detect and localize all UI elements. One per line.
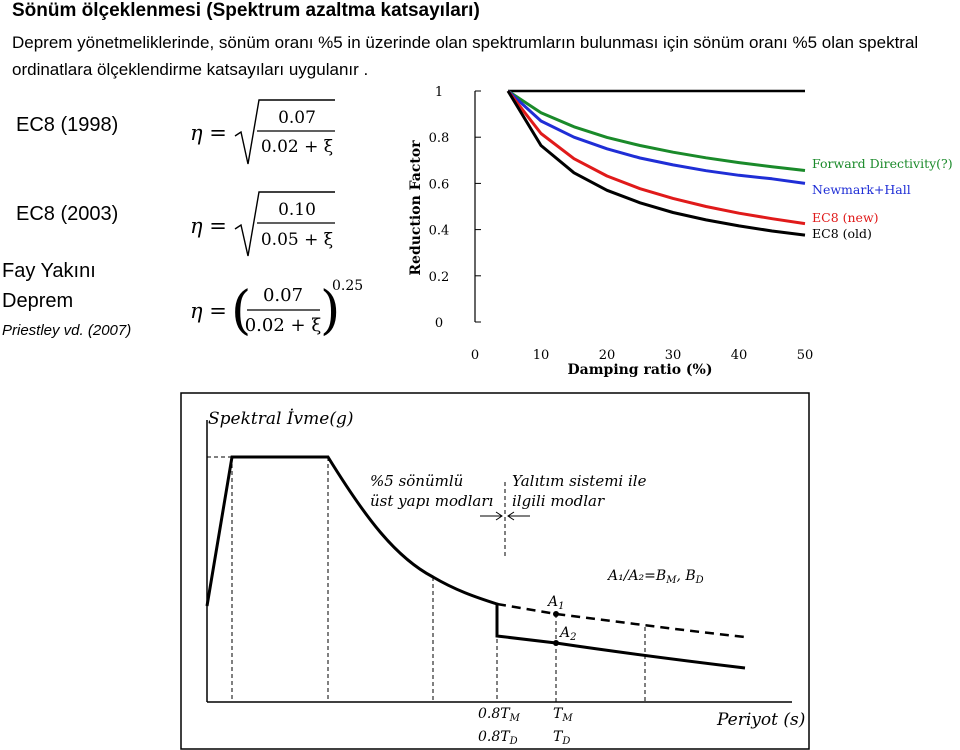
- rf-legend-entry: EC8 (new): [812, 210, 879, 225]
- slide-description: Deprem yönetmeliklerinde, sönüm oranı %5 in üzerinde olan spektrumların bulunması için sönüm oranı %5 olan spektral ordinatlara ölçeklendirme katsayıları uygulanır .: [12, 33, 919, 79]
- near-fault-label-line2: Deprem: [2, 290, 74, 312]
- rf-y-tick-label: 0.4: [428, 223, 450, 239]
- slide-title: Sönüm ölçeklenmesi (Spektrum azaltma katsayıları): [12, 0, 480, 21]
- numerator-3: 0.07: [262, 285, 304, 306]
- denominator-1: 0.02 + ξ: [260, 137, 334, 157]
- reduction-factor-chart: [395, 80, 955, 385]
- right-paren: ): [320, 281, 341, 341]
- left-paren: (: [231, 281, 252, 341]
- numerator-1: 0.07: [278, 108, 316, 128]
- rf-series-line: [508, 91, 805, 171]
- tick-08tm: $0.8T_M$: [478, 706, 520, 724]
- ec8-2003-label: EC8 (2003): [16, 203, 119, 225]
- numerator-2: 0.10: [278, 200, 316, 220]
- left-region-line1: %5 sönümlü: [370, 472, 464, 490]
- spectrum-frame: [181, 393, 809, 749]
- rf-x-tick-label: 0: [470, 348, 480, 363]
- denominator-2: 0.05 + ξ: [260, 230, 334, 250]
- rf-y-tick-label: 0.2: [428, 269, 450, 285]
- rf-series-line: [508, 91, 805, 224]
- ec8-1998-label: EC8 (1998): [16, 114, 119, 136]
- eta-equals-3: η =: [190, 299, 227, 323]
- right-region-line1: Yalıtım sistemi ile: [512, 472, 647, 490]
- rf-y-tick-label: 0: [434, 316, 444, 331]
- rf-legend-entry: Forward Directivity(?): [812, 156, 953, 171]
- eta-equals-1: η =: [190, 121, 227, 145]
- rf-x-tick-label: 30: [664, 348, 682, 363]
- exponent: 0.25: [332, 278, 364, 294]
- eta-equals-2: η =: [190, 214, 227, 238]
- rf-legend-entry: Newmark+Hall: [812, 182, 911, 197]
- formulas-graphic: [185, 88, 385, 353]
- right-region-line2: ilgili modlar: [512, 492, 605, 510]
- denominator-3: 0.02 + ξ: [244, 315, 322, 336]
- rf-y-tick-label: 0.6: [428, 177, 450, 193]
- rf-x-tick-label: 10: [532, 348, 550, 363]
- left-region-line2: üst yapı modları: [370, 492, 494, 510]
- tick-td: $T_D$: [553, 729, 571, 747]
- rf-y-tick-label: 0.8: [428, 131, 450, 147]
- ratio-annotation: $A_1/A_2=B_M$, $B_D$: [608, 568, 704, 586]
- near-fault-label-line1: Fay Yakını: [2, 260, 96, 282]
- rf-x-tick-label: 40: [730, 348, 748, 363]
- point-a2: [553, 640, 559, 646]
- rf-x-tick-label: 20: [598, 348, 616, 363]
- spectral-acceleration-chart: [180, 392, 810, 750]
- spectrum-x-label: Periyot (s): [717, 710, 806, 730]
- point-a1-label: $A_1$: [548, 594, 565, 612]
- rf-legend-entry: EC8 (old): [812, 226, 872, 241]
- rf-x-label: Damping ratio (%): [567, 362, 713, 378]
- rf-y-tick-label: 1: [434, 85, 444, 100]
- rf-series-line: [508, 91, 805, 235]
- rf-x-tick-label: 50: [796, 348, 814, 363]
- spectrum-y-label: Spektral İvme(g): [208, 409, 354, 429]
- tick-08td: $0.8T_D$: [478, 729, 518, 747]
- tick-tm: $T_M$: [553, 706, 573, 724]
- point-a2-label: $A_2$: [560, 625, 577, 643]
- rf-y-label: Reduction Factor: [408, 140, 424, 276]
- rf-series-line: [508, 91, 805, 183]
- priestley-reference: Priestley vd. (2007): [2, 322, 132, 339]
